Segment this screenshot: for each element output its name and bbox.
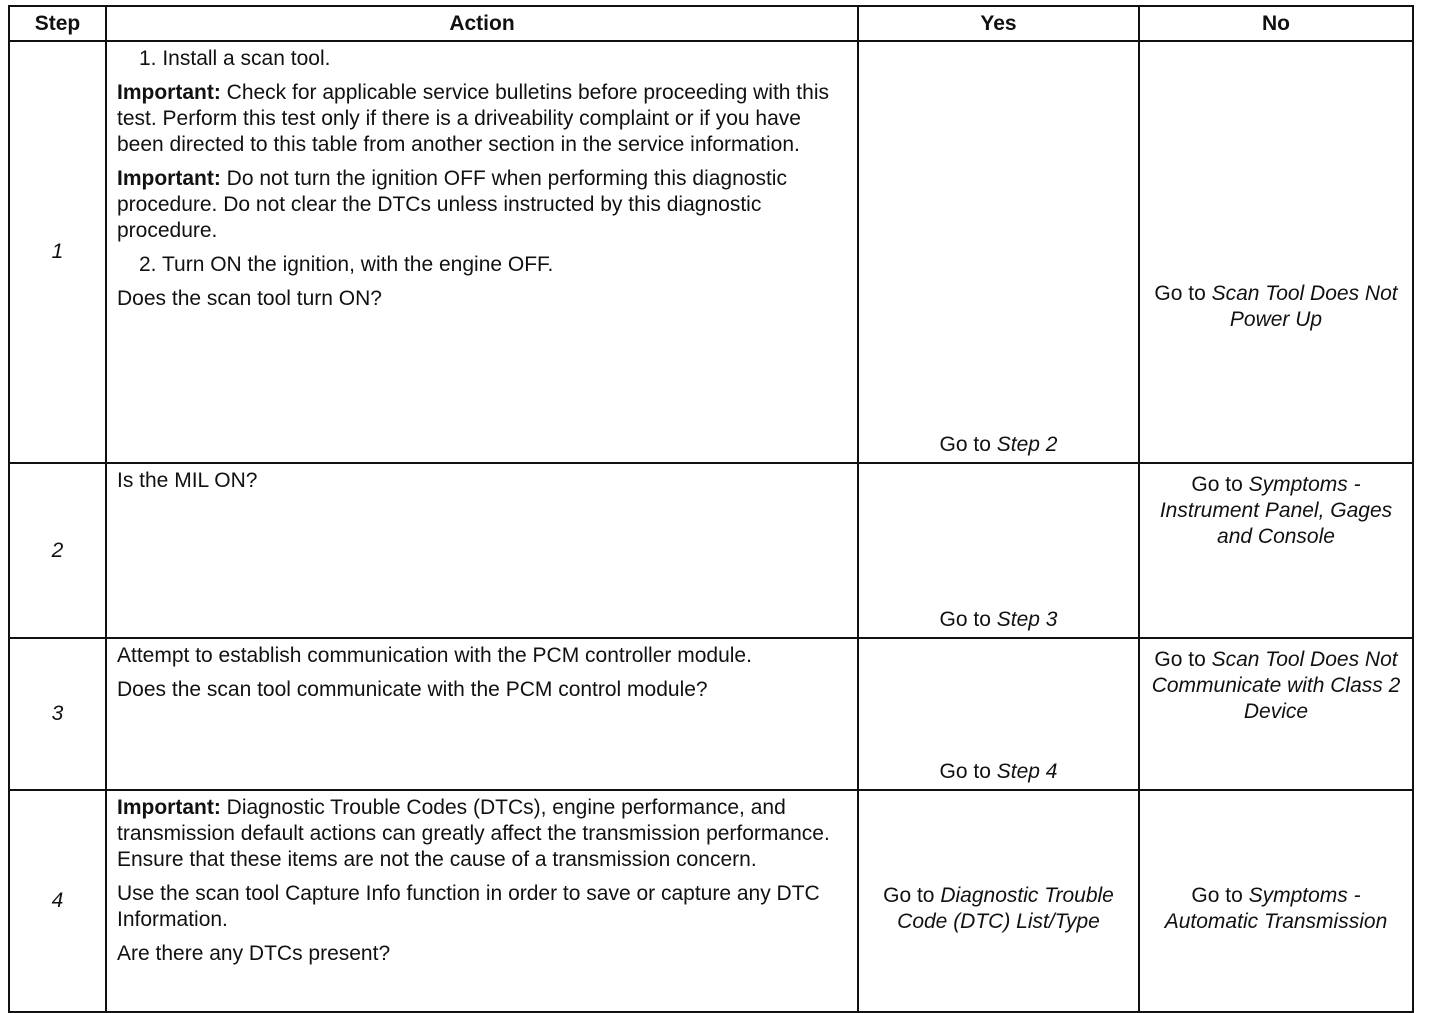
important-note <box>117 795 847 873</box>
goto-text: Go to <box>1191 884 1249 907</box>
yes-reference-link[interactable]: Step 2 <box>996 433 1058 456</box>
action-item: 1. Install a scan tool. <box>139 47 331 70</box>
yes-reference-link[interactable]: Step 3 <box>996 608 1058 631</box>
goto-text: Go to <box>1154 282 1212 305</box>
table-row <box>9 790 1413 1012</box>
step-number: 3 <box>9 638 106 790</box>
important-label: Important: <box>117 81 221 104</box>
action-item: 2. Turn ON the ignition, with the engine OFF. <box>139 253 554 276</box>
goto-text: Go to <box>939 760 997 783</box>
action-question: Does the scan tool turn ON? <box>117 287 382 310</box>
action-question: Is the MIL ON? <box>117 469 258 492</box>
important-note <box>117 166 847 244</box>
action-question: Does the scan tool communicate with the PCM control module? <box>117 678 708 701</box>
no-cell <box>1139 638 1413 790</box>
goto-text: Go to <box>1191 473 1249 496</box>
diagnostic-table <box>8 5 1414 1013</box>
important-text: Diagnostic Trouble Codes (DTCs), engine performance, and transmission default actions can greatly affect the transmission performance. Ensure that these items are not the cause of a transmission concern. <box>117 796 830 871</box>
yes-reference-link[interactable]: Diagnostic Trouble Code (DTC) List/Type <box>897 884 1114 933</box>
no-cell <box>1139 463 1413 638</box>
action-text: Use the scan tool Capture Info function in order to save or capture any DTC Information. <box>117 882 820 931</box>
goto-text: Go to <box>939 608 997 631</box>
important-label: Important: <box>117 796 221 819</box>
goto-text: Go to <box>883 884 941 907</box>
header-step: Step <box>9 6 106 41</box>
action-cell <box>106 638 858 790</box>
step-number: 2 <box>9 463 106 638</box>
yes-cell <box>858 790 1139 1012</box>
yes-reference-link[interactable]: Step 4 <box>996 760 1058 783</box>
step-number: 1 <box>9 41 106 463</box>
important-label: Important: <box>117 167 221 190</box>
yes-cell <box>858 463 1139 638</box>
no-reference-link[interactable]: Symptoms - Automatic Transmission <box>1164 884 1388 933</box>
action-cell <box>106 463 858 638</box>
important-text: Check for applicable service bulletins before proceeding with this test. Perform this test only if there is a driveability complaint or if you have been directed to this table from another section in the service information. <box>117 81 829 156</box>
goto-text: Go to <box>1154 648 1212 671</box>
important-note <box>117 80 847 158</box>
no-cell <box>1139 41 1413 463</box>
header-row <box>9 6 1413 41</box>
goto-text: Go to <box>939 433 997 456</box>
no-reference-link[interactable]: Scan Tool Does Not Communicate with Class 2 Device <box>1151 648 1401 723</box>
action-text: Attempt to establish communication with the PCM controller module. <box>117 644 752 667</box>
table-row <box>9 41 1413 463</box>
table-row <box>9 463 1413 638</box>
no-cell <box>1139 790 1413 1012</box>
header-no: No <box>1139 6 1413 41</box>
action-cell <box>106 790 858 1012</box>
important-text: Do not turn the ignition OFF when performing this diagnostic procedure. Do not clear the DTCs unless instructed by this diagnostic procedure. <box>117 167 787 242</box>
action-cell <box>106 41 858 463</box>
header-action: Action <box>106 6 858 41</box>
yes-cell <box>858 41 1139 463</box>
yes-cell <box>858 638 1139 790</box>
header-yes: Yes <box>858 6 1139 41</box>
no-reference-link[interactable]: Scan Tool Does Not Power Up <box>1211 282 1398 331</box>
step-number: 4 <box>9 790 106 1012</box>
no-reference-link[interactable]: Symptoms - Instrument Panel, Gages and Console <box>1159 473 1393 548</box>
table-row <box>9 638 1413 790</box>
action-question: Are there any DTCs present? <box>117 942 391 965</box>
